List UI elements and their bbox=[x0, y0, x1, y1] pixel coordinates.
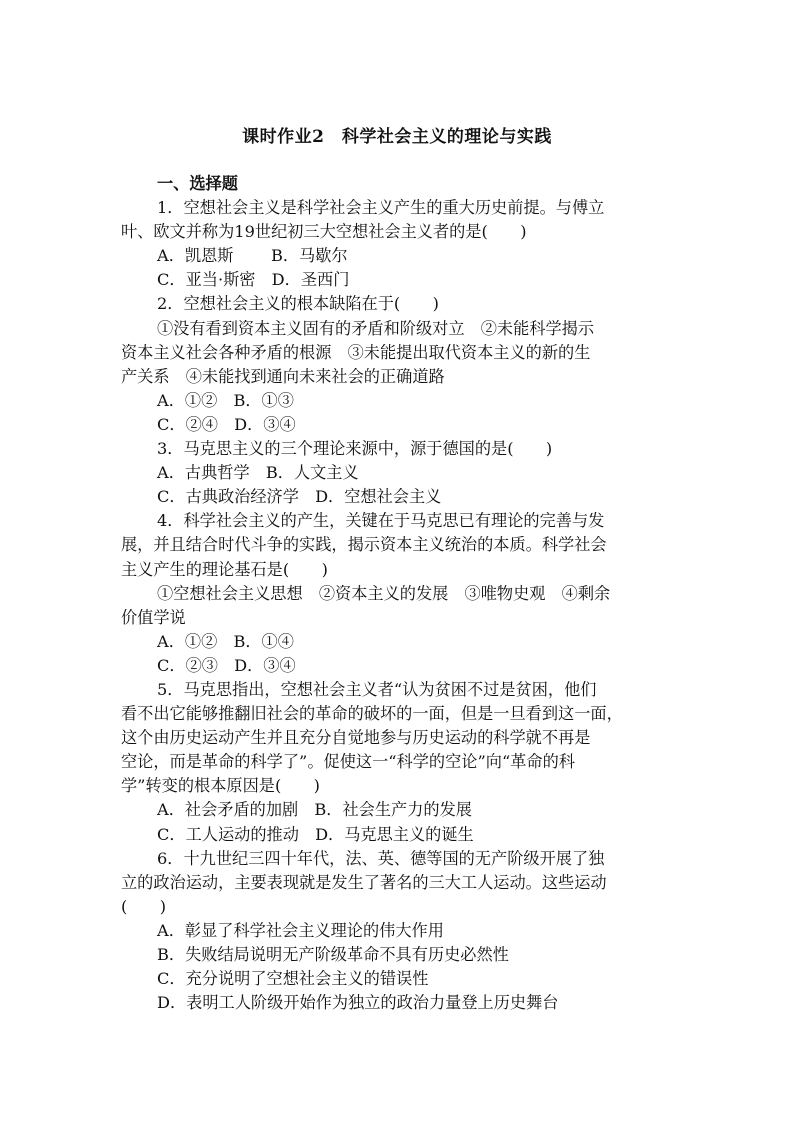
question-1-stem: 1．空想社会主义是科学社会主义产生的重大历史前提。与傅立 bbox=[157, 198, 605, 218]
question-6-option-b: B．失败结局说明无产阶级革命不具有历史必然性 bbox=[157, 945, 509, 964]
question-2-stem: 2．空想社会主义的根本缺陷在于( ) bbox=[157, 294, 439, 314]
question-4-options-ab: A．①② B．①④ bbox=[157, 631, 294, 651]
question-6-stem-cont: 立的政治运动，主要表现就是发生了著名的三大工人运动。这些运动 bbox=[121, 872, 607, 892]
question-2-options-ab: A．①② B．①③ bbox=[157, 390, 294, 410]
question-4-stem-cont: 展，并且结合时代斗争的实践，揭示资本主义统治的本质。科学社会 bbox=[121, 535, 607, 555]
question-6-stem: 6．十九世纪三四十年代，法、英、德等国的无产阶级开展了独 bbox=[157, 848, 605, 868]
question-4-statements: ①空想社会主义思想 ②资本主义的发展 ③唯物史观 ④剩余 bbox=[157, 583, 611, 603]
question-5-stem-cont: 看不出它能够推翻旧社会的革命的破坏的一面，但是一旦看到这一面， bbox=[121, 704, 623, 724]
question-2-options-cd: C．②④ D．③④ bbox=[157, 414, 296, 434]
question-5-stem-cont: 学”转变的根本原因是( ) bbox=[121, 776, 320, 796]
question-1-stem-cont: 叶、欧文并称为19世纪初三大空想社会主义者的是( ) bbox=[121, 222, 527, 242]
question-1-options-cd: C．亚当·斯密 D．圣西门 bbox=[157, 270, 350, 290]
question-4-stem-cont: 主义产生的理论基石是( ) bbox=[121, 559, 328, 579]
question-4-stem: 4．科学社会主义的产生，关键在于马克思已有理论的完善与发 bbox=[157, 511, 605, 531]
question-content bbox=[121, 172, 677, 1015]
question-3-options-cd: C．古典政治经济学 D．空想社会主义 bbox=[157, 487, 442, 507]
question-4-statements-cont: 价值学说 bbox=[121, 607, 186, 627]
section-heading: 一、选择题 bbox=[157, 174, 238, 193]
question-6-option-c: C．充分说明了空想社会主义的错误性 bbox=[157, 969, 429, 989]
question-5-stem-cont: 空论，而是革命的科学了”。促使这一“科学的空论”向“革命的科 bbox=[121, 752, 575, 772]
question-2-statements-cont: 资本主义社会各种矛盾的根源 ③未能提出取代资本主义的新的生 bbox=[121, 342, 591, 362]
question-6-stem-cont: ( ) bbox=[121, 896, 167, 916]
question-3-stem: 3．马克思主义的三个理论来源中，源于德国的是( ) bbox=[157, 439, 553, 459]
question-5-stem-cont: 这个由历史运动产生并且充分自觉地参与历史运动的科学就不再是 bbox=[121, 728, 591, 748]
page-title: 课时作业2 科学社会主义的理论与实践 bbox=[242, 127, 552, 147]
question-1-options-ab: A．凯恩斯 B．马歇尔 bbox=[157, 246, 348, 266]
question-5-options-ab: A．社会矛盾的加剧 B．社会生产力的发展 bbox=[157, 800, 472, 820]
question-6-option-d: D．表明工人阶级开始作为独立的政治力量登上历史舞台 bbox=[157, 993, 559, 1013]
question-2-statements-cont: 产关系 ④未能找到通向未来社会的正确道路 bbox=[121, 366, 445, 386]
question-3-options-ab: A．古典哲学 B．人文主义 bbox=[157, 463, 359, 483]
question-5-stem: 5．马克思指出，空想社会主义者“认为贫困不过是贫困，他们 bbox=[157, 679, 597, 699]
question-5-options-cd: C．工人运动的推动 D．马克思主义的诞生 bbox=[157, 824, 474, 844]
question-4-options-cd: C．②③ D．③④ bbox=[157, 655, 296, 675]
question-6-option-a: A．彰显了科学社会主义理论的伟大作用 bbox=[157, 920, 444, 940]
question-2-statements: ①没有看到资本主义固有的矛盾和阶级对立 ②未能科学揭示 bbox=[157, 318, 595, 338]
